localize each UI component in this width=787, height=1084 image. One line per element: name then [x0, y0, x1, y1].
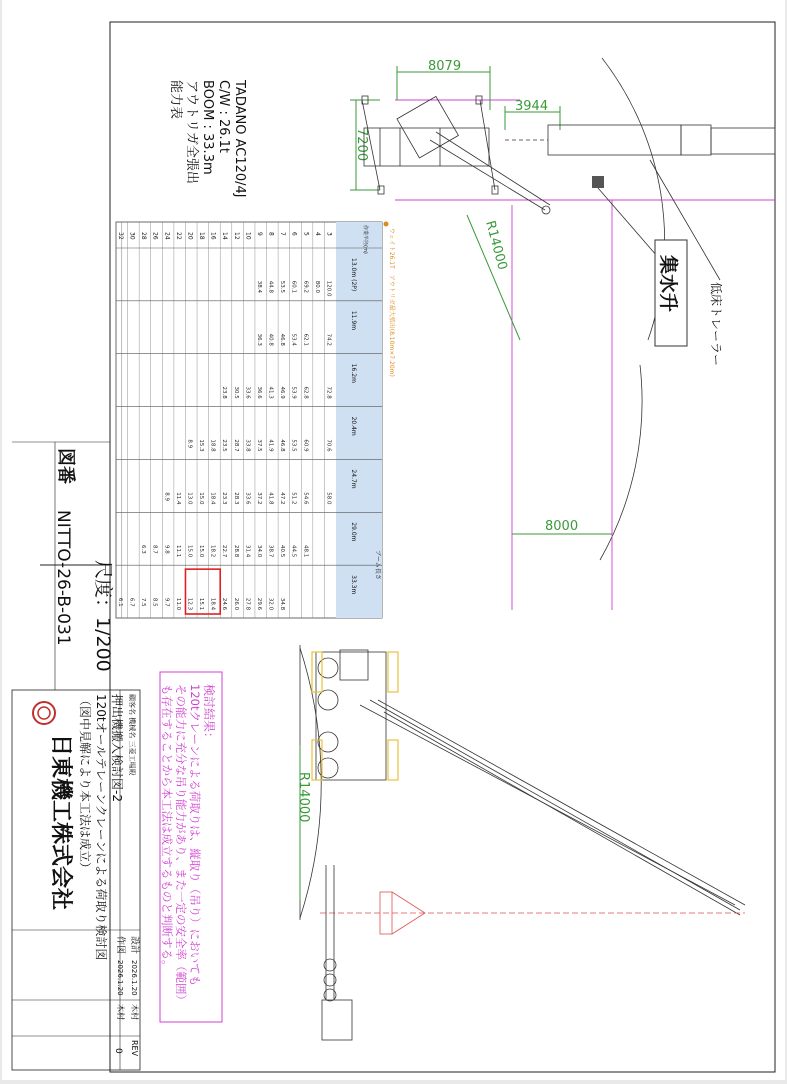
table-value-cell: 28.7: [232, 439, 239, 452]
table-value-cell: 34.8: [279, 597, 286, 611]
result-title: 検討結果：: [202, 684, 216, 745]
table-radius-cell: 5: [302, 232, 310, 236]
table-value-cell: 44.5: [290, 545, 297, 558]
table-value-cell: 72.8: [325, 386, 332, 399]
drawing-no: NITTO-26-B-031: [53, 510, 73, 646]
table-value-cell: 34.0: [255, 545, 262, 558]
table-value-cell: 26.0: [232, 597, 239, 611]
table-value-cell: 27.8: [244, 597, 251, 611]
table-value-cell: 18.4: [209, 597, 216, 611]
table-title: ウェイト26.1T アウトリガ最大張出(8.10m×7.20m): [388, 228, 395, 377]
table-value-cell: 46.8: [279, 439, 286, 452]
table-value-cell: 60.9: [302, 439, 309, 452]
table-value-cell: 8.9: [186, 439, 193, 449]
table-value-cell: 22.7: [221, 545, 228, 558]
table-value-cell: 120.0: [325, 280, 332, 297]
table-value-cell: 41.8: [267, 492, 274, 505]
design-name: 木村: [130, 1004, 139, 1020]
table-value-cell: 9.7: [163, 597, 170, 607]
table-value-cell: 48.1: [302, 545, 309, 558]
table-value-cell: 51.2: [290, 492, 297, 505]
draw-name: 木村: [116, 1004, 125, 1020]
table-radius-cell: 12: [232, 232, 240, 240]
result-text: [160, 684, 202, 1006]
table-value-cell: 37.2: [255, 492, 262, 505]
table-value-cell: 30.5: [232, 386, 239, 399]
design-label: 設計: [129, 936, 139, 955]
scale: 尺度：1/200: [92, 560, 114, 672]
table-value-cell: 15.0: [186, 545, 193, 558]
table-value-cell: 47.2: [279, 492, 286, 505]
table-radius-cell: 9: [255, 232, 263, 236]
table-value-cell: 11.0: [174, 597, 181, 611]
table-value-cell: 13.0: [186, 492, 193, 505]
table-value-cell: 7.5: [140, 597, 147, 607]
table-radius-cell: 6: [290, 232, 298, 236]
company-name: 日東機工株式会社: [48, 734, 73, 911]
table-value-cell: 44.8: [267, 280, 274, 294]
table-radius-cell: 18: [198, 232, 206, 240]
table-value-cell: 36.6: [255, 386, 262, 399]
table-value-cell: 15.0: [198, 492, 205, 505]
table-value-cell: 29.6: [255, 597, 262, 611]
table-column-header: 11.9m: [350, 310, 357, 331]
table-header-boom: ブーム長さ: [374, 550, 381, 580]
table-value-cell: 41.9: [267, 439, 274, 452]
spec-line-5: 能力表: [168, 80, 183, 120]
table-radius-cell: 3: [325, 232, 333, 236]
spec-line-3: BOOM : 33.3m: [200, 80, 215, 175]
table-column-header: 29.0m: [350, 522, 357, 542]
table-radius-cell: 7: [279, 232, 287, 236]
spec-line-1: TADANO AC120/4J: [232, 80, 247, 198]
table-value-cell: 40.8: [267, 333, 274, 346]
table-value-cell: 74.2: [325, 333, 332, 346]
table-radius-cell: 22: [174, 232, 182, 240]
table-value-cell: 70.6: [325, 439, 332, 452]
table-value-cell: 31.4: [244, 545, 251, 558]
table-column-header: 16.2m: [350, 363, 357, 383]
result-line: その能力に充分な吊り能力があり、また一定の安全率（範囲）: [174, 684, 188, 1006]
drawing-no-label: 図番: [55, 448, 76, 484]
table-value-cell: 80.0: [313, 280, 320, 294]
table-value-cell: 69.2: [302, 280, 309, 294]
table-value-cell: 53.4: [290, 333, 297, 346]
table-radius-cell: 8: [267, 232, 275, 236]
table-value-cell: 40.5: [279, 545, 286, 558]
table-value-cell: 36.3: [255, 333, 262, 346]
drawing-title-2: 120tオールテレーンクレーンによる荷取り検討図: [94, 694, 108, 961]
table-value-cell: 38.4: [255, 280, 262, 294]
table-value-cell: 9.8: [163, 545, 170, 554]
drawing-title-3: （図中見解により本工法は成立）: [78, 694, 92, 875]
sump-marker: [592, 176, 604, 188]
design-date: 2026.1.20: [130, 960, 138, 996]
table-value-cell: 58.0: [325, 492, 332, 505]
table-value-cell: 54.6: [302, 492, 309, 505]
table-value-cell: 6.7: [128, 597, 135, 607]
table-value-cell: 53.5: [290, 439, 297, 452]
table-value-cell: 28.3: [232, 492, 239, 505]
sump-label: 集水升: [657, 255, 679, 313]
table-radius-cell: 16: [209, 232, 217, 240]
table-column-header: 24.7m: [350, 469, 357, 489]
table-radius-cell: 28: [140, 232, 148, 240]
project-line: 顧客名 機械名 三菱工場殿: [128, 694, 136, 776]
result-line: 120tクレーンによる荷取りは、縦取り（吊り）においても: [188, 684, 202, 987]
table-value-cell: 23.5: [221, 439, 228, 452]
table-header-radius: 作業半径(m): [362, 225, 368, 254]
table-value-cell: 46.9: [279, 386, 286, 399]
table-value-cell: 37.5: [255, 439, 262, 452]
table-value-cell: 46.8: [279, 333, 286, 346]
table-radius-cell: 30: [128, 232, 136, 240]
table-value-cell: 6.1: [117, 597, 123, 607]
table-radius-cell: 24: [163, 232, 171, 240]
table-value-cell: 23.3: [221, 492, 228, 505]
dim-8000: 8000: [545, 519, 579, 534]
dim-7200: 7200: [354, 128, 369, 162]
draw-date: 2026.1.20: [116, 960, 124, 996]
table-column-header: 33.3m: [350, 575, 357, 595]
table-value-cell: 33.8: [244, 439, 251, 452]
spec-line-2: C/W : 26.1t: [216, 80, 231, 153]
dim-3944: 3944: [515, 99, 549, 114]
table-value-cell: 15.3: [198, 439, 205, 452]
table-value-cell: 60.1: [290, 280, 297, 294]
table-value-cell: 62.8: [302, 386, 309, 399]
load-chart-table: [116, 222, 396, 619]
table-value-cell: 8.5: [151, 597, 158, 607]
table-value-cell: 53.9: [290, 386, 297, 399]
table-value-cell: 18.8: [209, 439, 216, 452]
drawing-title-1: 押出機搬入検討図-2: [110, 694, 124, 802]
dim-8079: 8079: [428, 59, 462, 74]
table-value-cell: 18.2: [209, 545, 216, 558]
table-value-cell: 33.6: [244, 492, 251, 505]
rev-value: 0: [113, 1048, 123, 1054]
table-radius-cell: 10: [244, 232, 252, 240]
table-value-cell: 15.1: [198, 597, 205, 611]
table-value-cell: 28.8: [232, 545, 239, 558]
table-value-cell: 12.3: [186, 597, 193, 611]
spec-line-4: アウトリガ全張出: [184, 80, 199, 184]
table-radius-cell: 32: [117, 232, 124, 240]
rev-label: REV: [130, 1040, 139, 1057]
table-value-cell: 33.6: [244, 386, 251, 399]
table-value-cell: 32.0: [267, 597, 274, 611]
table-value-cell: 15.0: [198, 545, 205, 558]
table-value-cell: 11.4: [174, 492, 181, 505]
table-title-bullet: [384, 222, 389, 227]
table-value-cell: 41.3: [267, 386, 274, 399]
table-value-cell: 38.7: [267, 545, 274, 558]
draw-label: 作図: [115, 936, 125, 955]
table-radius-cell: 26: [151, 232, 159, 240]
dim-r14000-plan: R14000: [482, 219, 510, 272]
table-value-cell: 18.4: [209, 492, 216, 505]
table-radius-cell: 14: [221, 232, 229, 240]
table-column-header: 20.4m: [350, 416, 357, 436]
table-value-cell: 8.9: [163, 492, 170, 501]
table-value-cell: 11.1: [174, 545, 181, 558]
table-radius-cell: 4: [313, 232, 321, 236]
table-value-cell: 62.1: [302, 333, 309, 346]
table-value-cell: 6.3: [140, 545, 147, 554]
table-column-header: 13.0m (2P): [350, 258, 357, 292]
table-value-cell: 23.8: [221, 386, 228, 399]
dim-r14000-side: R14000: [296, 772, 311, 823]
table-radius-cell: 20: [186, 232, 194, 240]
table-value-cell: 8.7: [151, 545, 158, 554]
result-line: も存在することから本工法は成立するものと判断する。: [160, 684, 174, 972]
trailer-label: 低床トレーラー: [709, 282, 723, 367]
table-value-cell: 24.6: [221, 597, 228, 611]
table-value-cell: 53.5: [279, 280, 286, 294]
